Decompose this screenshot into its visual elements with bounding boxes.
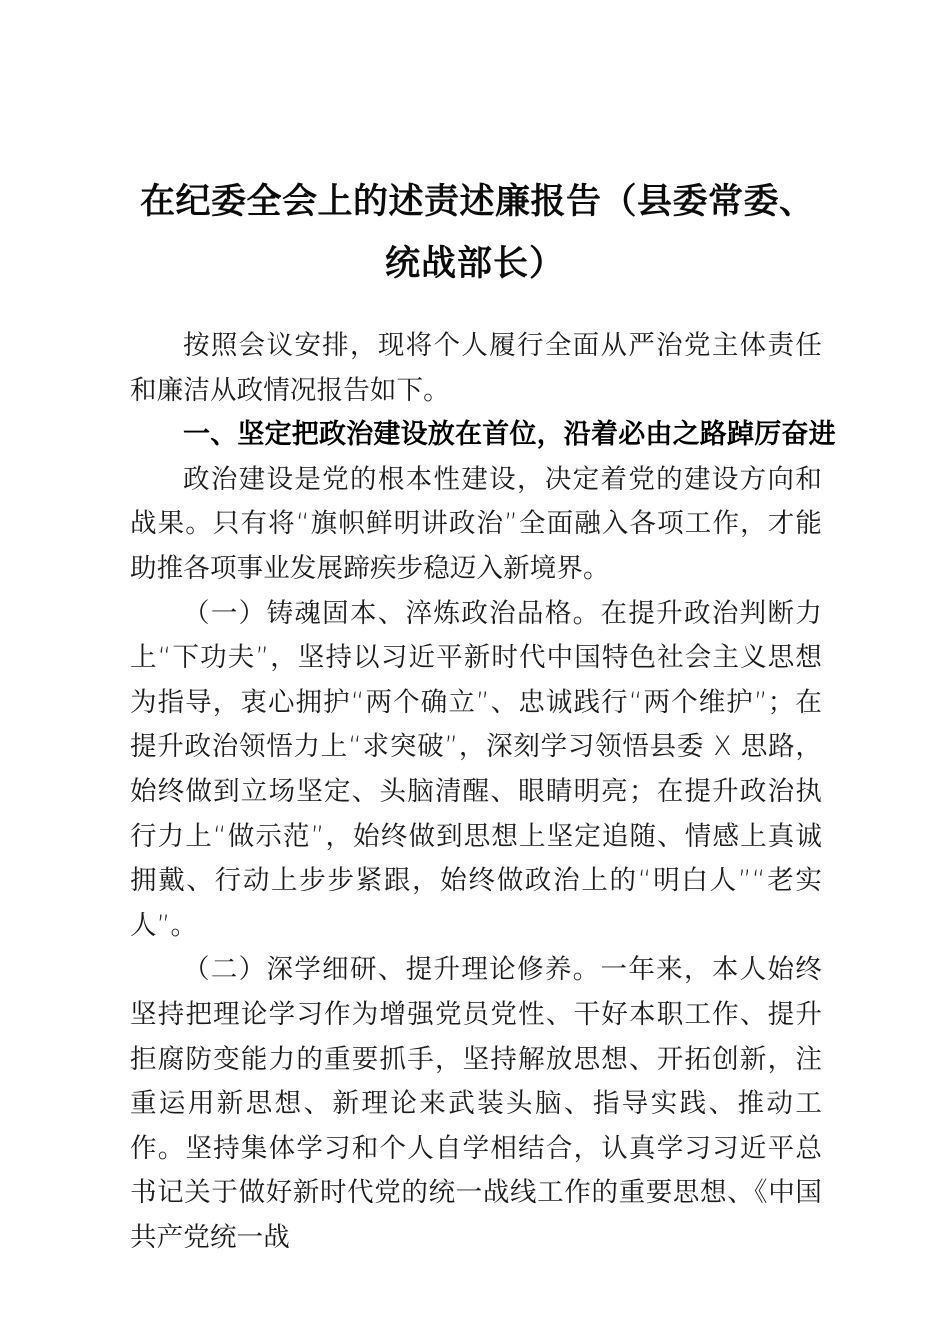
document-body: [130, 324, 836, 1260]
paragraph-item-2-leadin: （二）深学细研、提升理论修养。: [183, 954, 601, 986]
section-heading-1: 一、坚定把政治建设放在首位，沿着必由之路踔厉奋进: [183, 419, 836, 451]
paragraph-item-2: [130, 948, 822, 1260]
page-title-line-1: 在纪委全会上的述责述廉报告（县委常委、: [140, 181, 815, 223]
paragraph-political-construction: 政治建设是党的根本性建设，决定着党的建设方向和战果。只有将“旗帜鲜明讲政治”全面融入各项工作，才能助推各项事业发展蹄疾步稳迈入新境界。: [130, 463, 822, 584]
page-title-line-2: 统战部长）: [384, 243, 565, 285]
paragraph-opening: 按照会议安排，现将个人履行全面从严治党主体责任和廉洁从政情况报告如下。: [130, 330, 822, 406]
paragraph-item-1-body: 在提升政治判断力上“下功夫”，坚持以习近平新时代中国特色社会主义思想为指导，衷心拥护“两个确立”、忠诚践行“两个维护”；在提升政治领悟力上“求突破”，深刻学习领悟县委 X 思路，始终做到立场坚定、头脑清醒、眼睛明亮；在提升政治执行力上“做示范”，始终做到思想上坚定追随、情感上真诚拥戴、行动上步步紧跟，始终做政治上的“明白人”“老实人”。: [130, 597, 823, 941]
paragraph-item-1-leadin: （一）铸魂固本、淬炼政治品格。: [183, 597, 601, 629]
paragraph-item-2-body: 一年来，本人始终坚持把理论学习作为增强党员党性、干好本职工作、提升拒腐防变能力的重要抓手，坚持解放思想、开拓创新，注重运用新思想、新理论来武装头脑、指导实践、推动工作。坚持集体学习和个人自学相结合，认真学习习近平总书记关于做好新时代党的统一战线工作的重要思想、《中国共产党统一战: [130, 954, 823, 1253]
paragraph-item-1: [130, 592, 822, 949]
page-title: [140, 171, 815, 295]
